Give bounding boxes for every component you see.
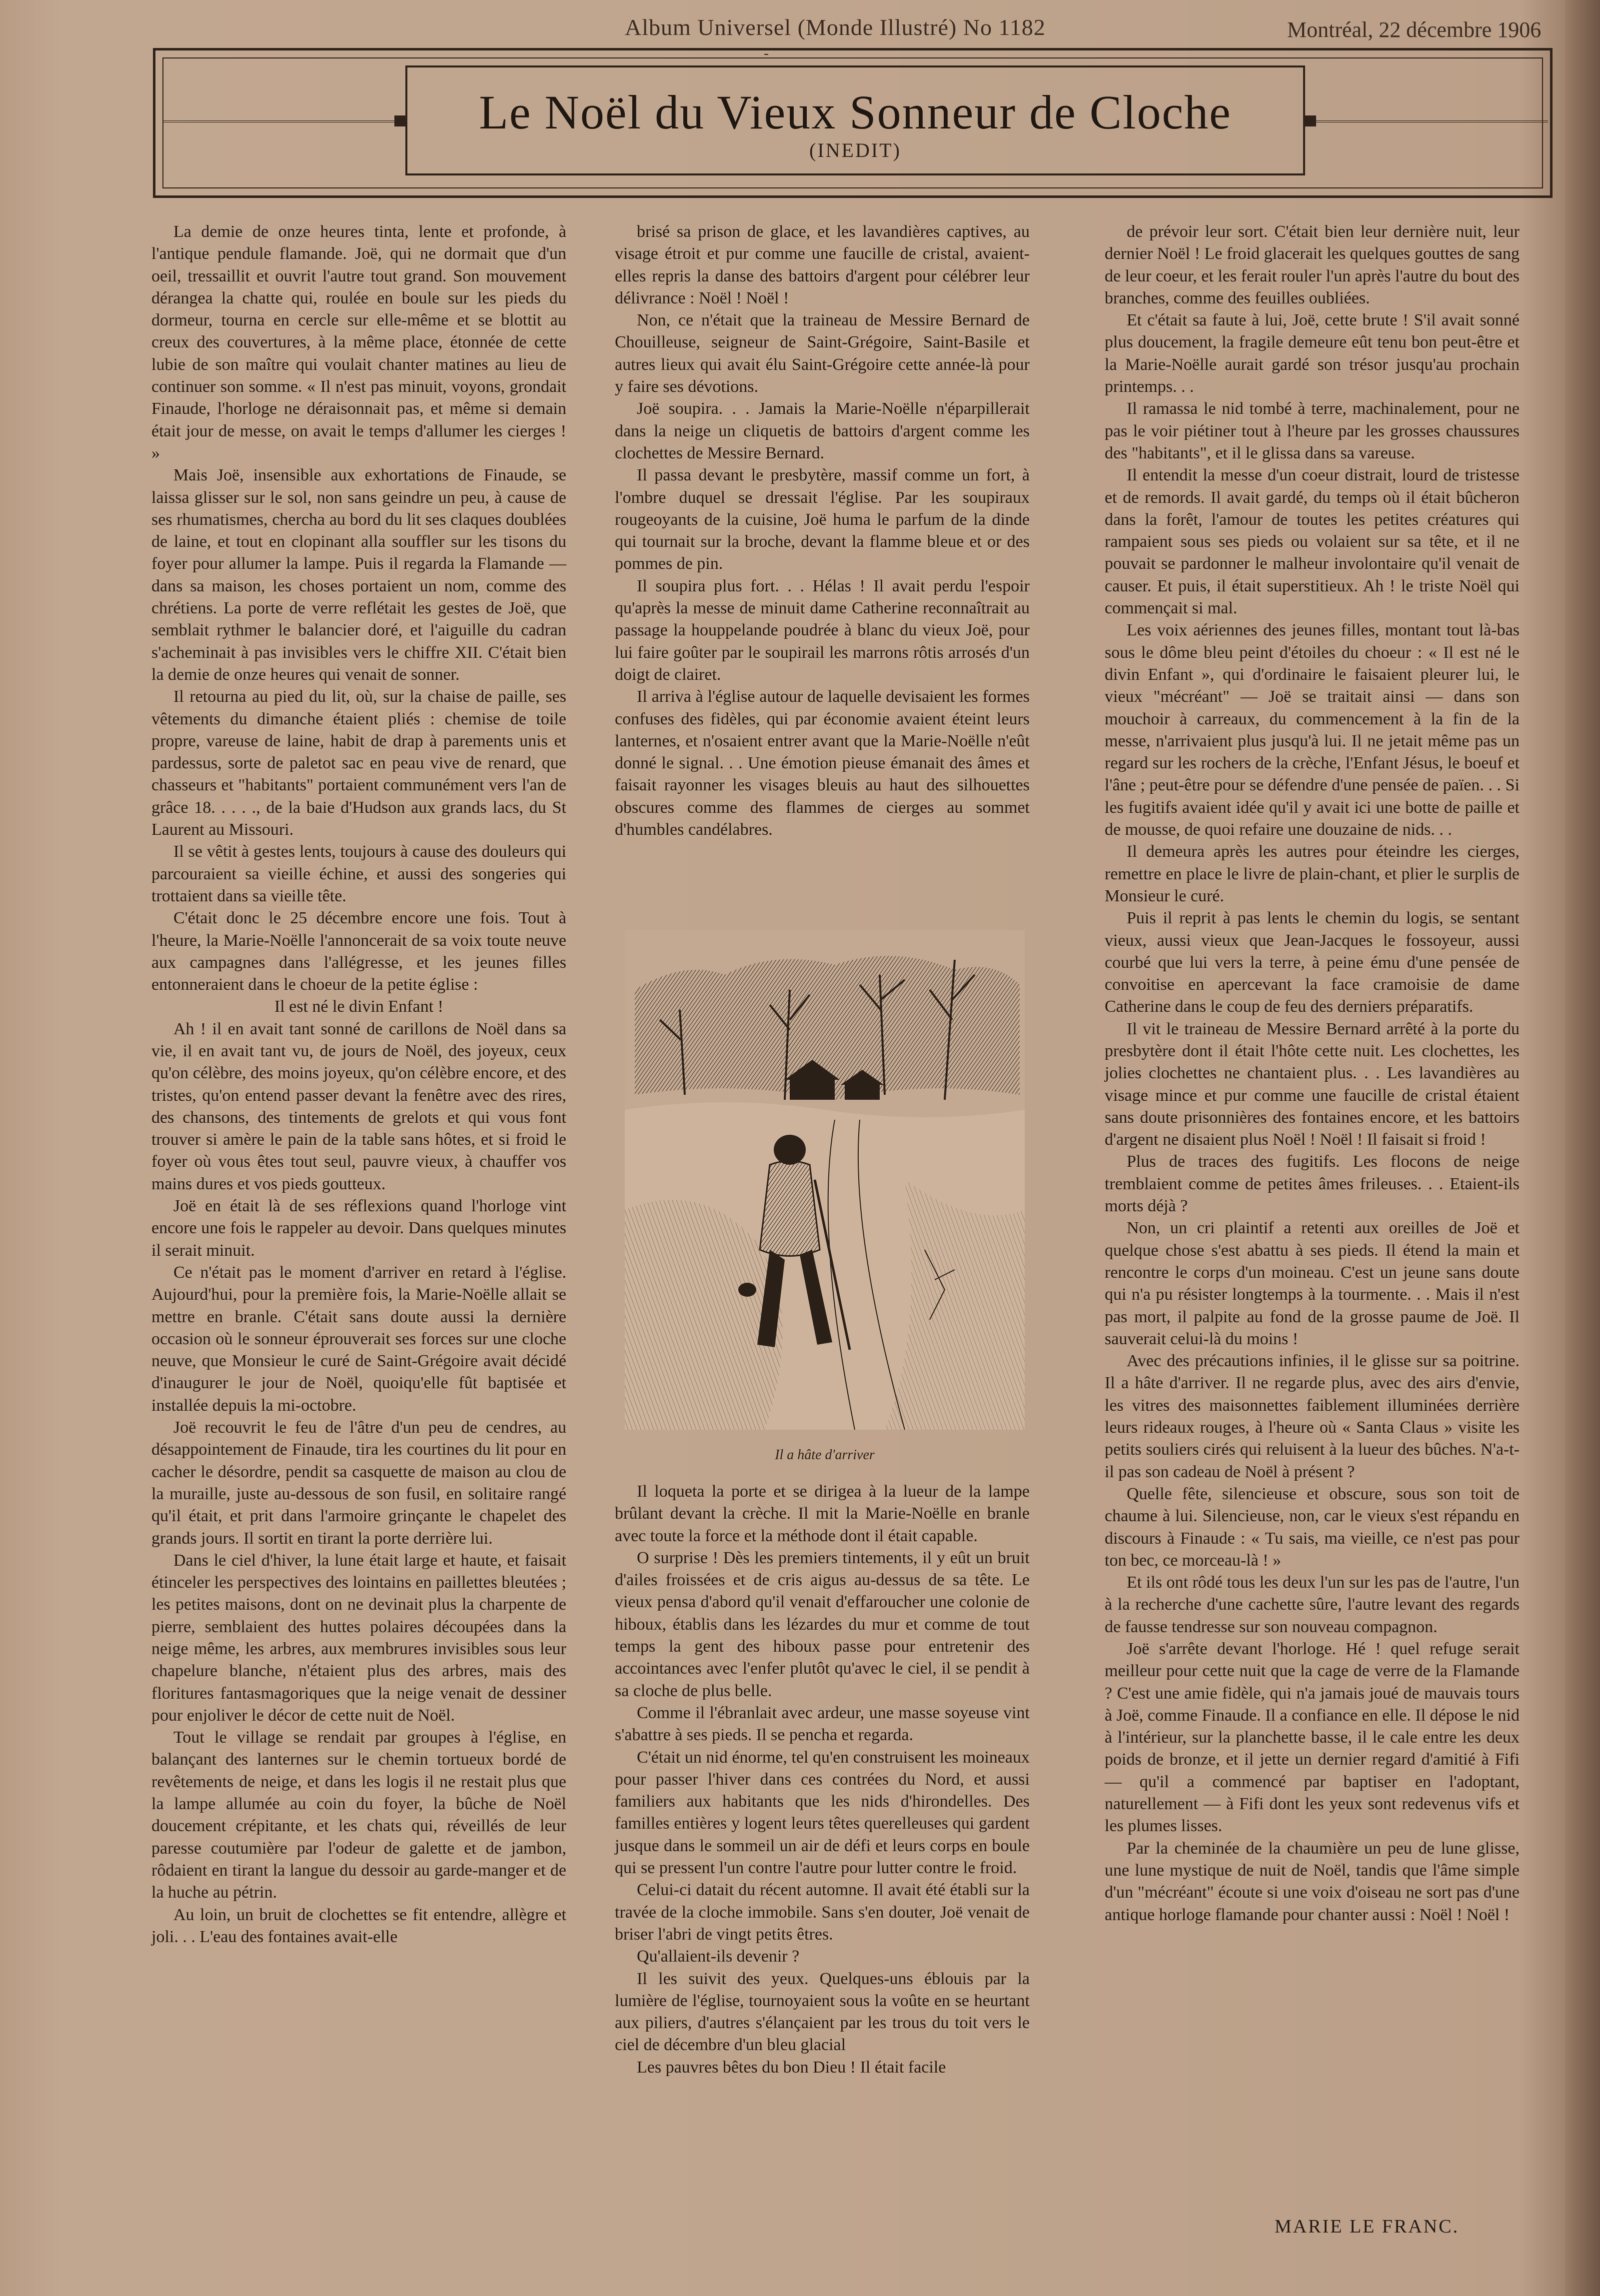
ornament-square-right	[1305, 115, 1316, 126]
paragraph: Mais Joë, insensible aux exhortations de Finaude, se laissa glisser sur le sol, non sans geindre un peu, à cause de ses rhumatismes, chercha au bord du lit ses claques doublées de laine, et tout en clopinant alla souffler sur les tisons du foyer pour allumer la lampe. Puis il regarda la Flamande — dans sa maison, les choses portaient un nom, comme des chrétiens. La porte de verre reflétait les gestes de Joë, que semblait rythmer le balancier doré, et l'aiguille du cadran s'acheminait à pas invisibles vers le chiffre XII. C'était bien la demie de onze heures qui venait de sonner.	[151, 466, 566, 684]
paragraph: C'était un nid énorme, tel qu'en construisent les moineaux pour passer l'hiver dans ces contrées du Nord, et aussi familiers aux habitants que les nids d'hirondelles. Des familles entières y logent leurs têtes querelleuses qui gardent jusque dans le sommeil un air de défi et leurs corps en boule qui se pressent l'un contre l'autre pour lutter contre le froid.	[615, 1748, 1030, 1878]
paragraph: Quelle fête, silencieuse et obscure, sous son toit de chaume à lui. Silencieuse, non, car le vieux s'est répandu en discours à Finaude : « Tu sais, ma vieille, ce n'est pas pour ton bec, ce morceau-là ! »	[1105, 1484, 1520, 1570]
paragraph: Tout le village se rendait par groupes à l'église, en balançant des lanternes sur le chemin tortueux bordé de revêtements de neige, et dans les logis il ne restait plus que la lampe allumée au coin du foyer, la bûche de Noël doucement crépitante, et les chats qui, réveillés de leur paresse coutumière par l'odeur de galette et de jambon, rôdaient en tirant la langue du dessoir au garde-manger et de la huche au pétrin.	[151, 1728, 566, 1902]
issue-date: Montréal, 22 décembre 1906	[1287, 17, 1542, 42]
paragraph: Il passa devant le presbytère, massif comme un fort, à l'ombre duquel se dressait l'église. Par les soupiraux rougeoyants de la cuisine, Joë huma le parfum de la dinde qui tournait sur la broche, devant la flamme bleue et or des pommes de pin.	[615, 466, 1030, 573]
paragraph: Non, ce n'était que la traineau de Messire Bernard de Chouilleuse, seigneur de Saint-Grégoire, Saint-Basile et autres lieux qui avait élu Saint-Grégoire cette année-là pour y faire ses dévotions.	[615, 311, 1030, 396]
paragraph: Il arriva à l'église autour de laquelle devisaient les formes confuses des fidèles, qui par économie avaient éteint leurs lanternes, et n'osaient entrer avant que la Marie-Noëlle n'eût donné le signal. . . Une émotion pieuse émanait des âmes et faisait rayonner les visages bleuis au haut des silhouettes obscures comme des flammes de cierges au sommet d'humbles candélabres.	[615, 687, 1030, 839]
paragraph: Au loin, un bruit de clochettes se fit entendre, allègre et joli. . . L'eau des fontaines avait-elle	[151, 1905, 566, 1946]
title-banner	[153, 48, 1553, 198]
paragraph: Par la cheminée de la chaumière un peu de lune glisse, une lune mystique de nuit de Noël, tandis que l'âme simple d'un "mécréant" écoute si une voix d'oiseau ne sort pas d'une antique horloge flamande pour chanter aussi : Noël ! Noël !	[1105, 1839, 1520, 1924]
paragraph: Ah ! il en avait tant sonné de carillons de Noël dans sa vie, il en avait tant vu, de jours de Noël, des joyeux, ceux qu'on célèbre, des moins joyeux, qu'on célèbre encore, et des tristes, qu'on entend passer devant la fenêtre avec des rires, des chansons, des tintements de grelots et qui vous font trouver si amère le pain de la table sans hôtes, et si froid le foyer où vous êtes tout seul, pauvre vieux, à chauffer vos mains dures et vos pieds goutteux.	[151, 1019, 566, 1193]
article-title: Le Noël du Vieux Sonneur de Cloche	[479, 85, 1232, 139]
paragraph: Ce n'était pas le moment d'arriver en retard à l'église. Aujourd'hui, pour la première fois, la Marie-Noëlle allait se mettre en branle. C'était sans doute aussi la dernière occasion où le sonneur éprouverait ses forces sur une cloche neuve, que Monsieur le curé de Saint-Grégoire avait décidé d'inaugurer le jour de Noël, quoiqu'elle fût baptisée et installée depuis la mi-octobre.	[151, 1263, 566, 1415]
paragraph: Et c'était sa faute à lui, Joë, cette brute ! S'il avait sonné plus doucement, la fragile demeure eût tenu bon peut-être et la Marie-Noëlle aurait gardé son trésor jusqu'au prochain printemps. . .	[1105, 311, 1520, 396]
paragraph: Puis il reprit à pas lents le chemin du logis, se sentant vieux, aussi vieux que Jean-Jacques le fossoyeur, aussi courbé que lui vers la terre, à peine ému d'une pensée de convoitise en apercevant la face cramoisie de dame Catherine dans le coup de feu des derniers préparatifs.	[1105, 909, 1520, 1016]
paragraph: Les voix aériennes des jeunes filles, montant tout là-bas sous le dôme bleu peint d'étoiles du choeur : « Il est né le divin Enfant », qui d'ordinaire le faisaient pleurer lui, le vieux "mécréant" — Joë se traitait ainsi — dans son mouchoir à carreaux, du commencement à la fin de la messe, n'arrivaient plus jusqu'à lui. Il ne jetait même pas un regard sur les rochers de la crèche, l'Enfant Jésus, le boeuf et l'âne ; peut-être pour se défendre d'une pensée de païen. . . Si les fugitifs avaient idée qu'il y avait ici une botte de paille et de mousse, de quoi refaire une douzaine de nids. . .	[1105, 621, 1520, 839]
paragraph: Il loqueta la porte et se dirigea à la lueur de la lampe brûlant devant la crèche. Il mit la Marie-Noëlle en branle avec toute la force et la méthode dont il était capable.	[615, 1482, 1030, 1545]
paragraph: Non, un cri plaintif a retenti aux oreilles de Joë et quelque chose s'est abattu à ses pieds. Il étend la main et rencontre le corps d'un moineau. C'est un jeune sans doute qui n'a pu résister longtemps à la tourmente. . . Mais il n'est pas mort, il palpite au fond de la grosse paume de Joë. Il sauverait celui-là du moins !	[1105, 1219, 1520, 1348]
column-1	[151, 221, 566, 1948]
paragraph: O surprise ! Dès les premiers tintements, il y eût un bruit d'ailes froissées et de cris aigus au-dessus de sa tête. Le vieux pensa d'abord qu'il venait d'effaroucher une colonie de hiboux, établis dans les lézardes du mur et comme de tout temps la gent des hiboux passe pour entretenir des accointances avec l'enfer plutôt qu'avec le ciel, il se pendit à sa cloche de plus belle.	[615, 1548, 1030, 1700]
paragraph: Joë recouvrit le feu de l'âtre d'un peu de cendres, au désappointement de Finaude, tira les courtines du lit pour en cacher le désordre, pendit sa casquette de maison au clou de la muraille, juste au-dessous de son fusil, en solitaire rangé qu'il était, et prit dans l'armoire grinçante le chapelet des grands jours. Il sortit en tirant la porte derrière lui.	[151, 1418, 566, 1548]
illustration-caption: Il a hâte d'arriver	[775, 1447, 875, 1463]
column-3	[1105, 221, 1520, 1926]
paragraph: Qu'allaient-ils devenir ?	[637, 1947, 800, 1966]
paragraph: C'était donc le 25 décembre encore une fois. Tout à l'heure, la Marie-Noëlle l'annoncerait de sa voix toute neuve aux campagnes dans l'allégresse, et les jeunes filles entonneraient dans le choeur de la petite église :	[151, 909, 566, 994]
paragraph: Joë s'arrête devant l'horloge. Hé ! quel refuge serait meilleur pour cette nuit que la cage de verre de la Flamande ? C'est une amie fidèle, qui n'a jamais joué de mauvais tours à Joë, comme Finaude. Il a confiance en elle. Il dépose le nid à l'intérieur, sur la planchette basse, il le cale entre les deux poids de bronze, et il jette un dernier regard d'amitié à Fifi — qu'il a commencé par baptiser en l'adoptant, naturellement — à Fifi dont les yeux sont redevenus vifs et les plumes lisses.	[1105, 1640, 1520, 1836]
paragraph: Il retourna au pied du lit, où, sur la chaise de paille, ses vêtements du dimanche étaient pliés : chemise de toile propre, vareuse de laine, habit de drap à parements unis et pardessus, sorte de paletot sac en peau vive de renard, que chasseurs et "habitants" portaient communément vers l'an de grâce 18. . . . ., de la baie d'Hudson aux grands lacs, du St Laurent au Missouri.	[151, 687, 566, 839]
engraving-old-man-in-snow	[625, 930, 1025, 1430]
title-rule-right	[1305, 120, 1548, 122]
paragraph: brisé sa prison de glace, et les lavandières captives, au visage étroit et pur comme une faucille de cristal, avaient-elles repris la danse des battoirs d'argent pour célébrer leur délivrance : Noël ! Noël !	[615, 222, 1030, 307]
paragraph: Il vit le traineau de Messire Bernard arrêté à la porte du presbytère dont il était l'hôte cette nuit. Les clochettes, les jolies clochettes ne chantaient plus. . . Les lavandières au visage mince et pur comme une faucille de cristal étaient sans doute prisonnières des fontaines encore, et les battoirs d'argent ne disaient plus Noël ! Noël ! Il faisait si froid !	[1105, 1019, 1520, 1149]
column-2-lower	[615, 1481, 1030, 2079]
paragraph: Il soupira plus fort. . . Hélas ! Il avait perdu l'espoir qu'après la messe de minuit dame Catherine reconnaîtrait au passage la houppelande poudrée à blanc du vieux Joë, pour lui faire goûter par le soupirail les marrons rôtis arrosés d'un doigt de clairet.	[615, 576, 1030, 684]
paragraph: Joë en était là de ses réflexions quand l'horloge vint encore une fois le rappeler au devoir. Dans quelques minutes il serait minuit.	[151, 1197, 566, 1260]
paragraph: de prévoir leur sort. C'était bien leur dernière nuit, leur dernier Noël ! Le froid glacerait les quelques gouttes de sang de leur coeur, et les ferait rouler l'un après l'autre du bout des branches, comme des feuilles oubliées.	[1105, 222, 1520, 307]
paragraph: La demie de onze heures tinta, lente et profonde, à l'antique pendule flamande. Joë, qui ne dormait que d'un oeil, tressaillit et ouvrit l'autre tout grand. Son mouvement dérangea la chatte qui, roulée en boule sur les pieds du dormeur, tourna en cercle sur elle-même et se blottit au creux des couvertures, à la même place, étonnée de cette lubie de son maître qui voulait chanter matines au lieu de continuer son somme. « Il n'est pas minuit, voyons, grondait Finaude, l'horloge ne déraisonnait pas, et même si demain était jour de messe, on avait le temps d'allumer les cierges ! »	[151, 222, 566, 462]
paragraph: Joë soupira. . . Jamais la Marie-Noëlle n'éparpillerait dans la neige un cliquetis de battoirs d'argent comme les clochettes de Messire Bernard.	[615, 399, 1030, 462]
paragraph: Il ramassa le nid tombé à terre, machinalement, pour ne pas le voir piétiner tout à l'heure par les grosses chaussures des "habitants", et il le glissa dans sa vareuse.	[1105, 399, 1520, 462]
paragraph: Il les suivit des yeux. Quelques-uns éblouis par la lumière de l'église, tournoyaient sous la voûte en se heurtant aux piliers, d'autres s'élançaient par les trous du toit vers le ciel de décembre d'un bleu glacial	[615, 1969, 1030, 2055]
running-head: Album Universel (Monde Illustré) No 1182	[625, 14, 1046, 40]
paragraph: Il entendit la messe d'un coeur distrait, lourd de tristesse et de remords. Il avait gardé, du temps où il était bûcheron dans la forêt, l'amour de toutes les petites créatures qui rampaient sous ses pieds ou volaient sur sa tête, et il ne pouvait se pardonner le malheur involontaire qu'il venait de causer. Et puis, il était superstitieux. Ah ! le triste Noël qui commençait si mal.	[1105, 466, 1520, 618]
paragraph: Et ils ont rôdé tous les deux l'un sur les pas de l'autre, l'un à la recherche d'une cachette sûre, l'autre levant des regards de fausse tendresse sur son nouveau compagnon.	[1105, 1573, 1520, 1636]
carol-verse: Il est né le divin Enfant !	[274, 997, 443, 1016]
paragraph: Dans le ciel d'hiver, la lune était large et haute, et faisait étinceler les perspectives des lointains en paillettes bleutées ; les petites maisons, dont on ne devinait plus la charpente de pierre, semblaient des huttes polaires découpées dans la neige même, les arbres, aux membrures invisibles sous leur chapelure blanche, n'étaient plus des arbres, mais des floritures fantasmagoriques que la neige venait de dessiner pour enjoliver le décor de cette nuit de Noël.	[151, 1551, 566, 1725]
paragraph: Les pauvres bêtes du bon Dieu ! Il était facile	[637, 2058, 946, 2077]
paragraph: Avec des précautions infinies, il le glisse sur sa poitrine. Il a hâte d'arriver. Il ne regarde plus, avec des airs d'envie, les vitres des maisonnettes faiblement illuminées derrière leurs rideaux rouges, à l'heure où « Santa Claus » visite les petits souliers cirés qui reluisent à la lueur des bûches. N'a-t-il pas son cadeau de Noël à présent ?	[1105, 1352, 1520, 1481]
ornament-square-left	[394, 115, 405, 126]
article-subtitle: (INEDIT)	[809, 139, 901, 161]
paragraph: Il se vêtit à gestes lents, toujours à cause des douleurs qui parcouraient sa vieille échine, et aussi des songeries qui trottaient dans sa vieille tête.	[151, 842, 566, 905]
title-rule-left	[162, 120, 405, 122]
title-box	[405, 65, 1305, 175]
paragraph: Celui-ci datait du récent automne. Il avait été établi sur la travée de la cloche immobile. Sans s'en douter, Joë venait de briser l'abri de vingt petits êtres.	[615, 1881, 1030, 1944]
page-binding-shadow	[1565, 0, 1600, 2296]
paragraph: Plus de traces des fugitifs. Les flocons de neige tremblaient comme de petites âmes frileuses. . . Etaient-ils morts déjà ?	[1105, 1152, 1520, 1216]
paragraph: Il demeura après les autres pour éteindre les cierges, remettre en place le livre de plain-chant, et plier le surplis de Monsieur le curé.	[1105, 842, 1520, 905]
author-signature: MARIE LE FRANC.	[1275, 2216, 1460, 2237]
decorative-dot: -	[764, 45, 769, 61]
paragraph: Comme il l'ébranlait avec ardeur, une masse soyeuse vint s'abattre à ses pieds. Il se pencha et regarda.	[615, 1703, 1030, 1745]
